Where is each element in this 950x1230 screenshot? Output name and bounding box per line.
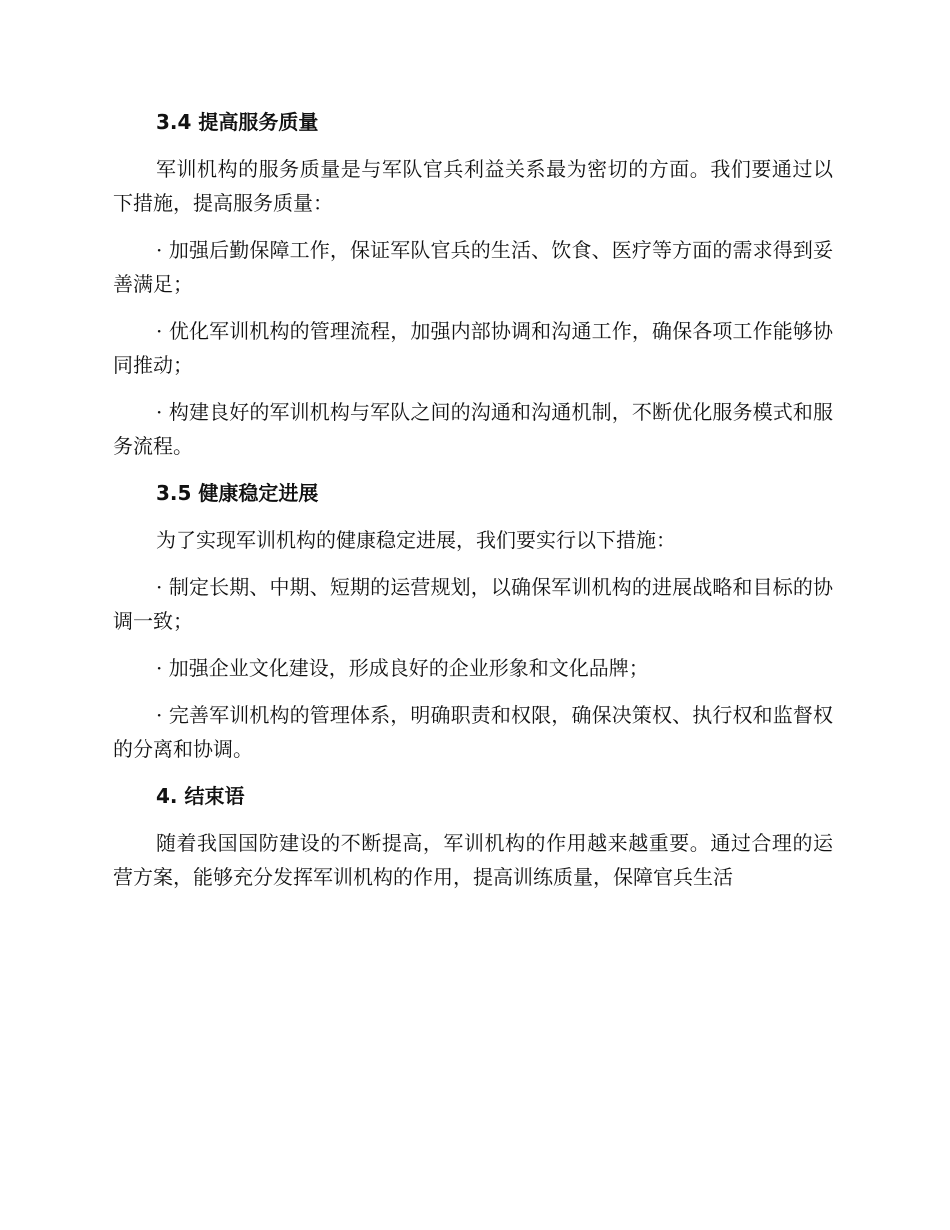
section-3-4-item: · 优化军训机构的管理流程，加强内部协调和沟通工作，确保各项工作能够协同推动； xyxy=(113,319,833,377)
section-3-5-intro: 为了实现军训机构的健康稳定进展，我们要实行以下措施： xyxy=(156,528,676,552)
section-heading-4: 4. 结束语 xyxy=(156,784,245,808)
section-heading-3-4: 3.4 提高服务质量 xyxy=(156,110,319,134)
section-4-body: 随着我国国防建设的不断提高，军训机构的作用越来越重要。通过合理的运营方案，能够充分发挥军训机构的作用，提高训练质量，保障官兵生活 xyxy=(113,831,833,889)
section-3-5-item: · 制定长期、中期、短期的运营规划，以确保军训机构的进展战略和目标的协调一致； xyxy=(113,575,833,633)
section-heading-3-5: 3.5 健康稳定进展 xyxy=(156,481,319,505)
document-body xyxy=(113,105,833,894)
section-3-4-item: · 加强后勤保障工作，保证军队官兵的生活、饮食、医疗等方面的需求得到妥善满足； xyxy=(113,238,833,296)
section-3-4-intro: 军训机构的服务质量是与军队官兵利益关系最为密切的方面。我们要通过以下措施，提高服务质量： xyxy=(113,157,833,215)
section-3-5-item: · 完善军训机构的管理体系，明确职责和权限，确保决策权、执行权和监督权的分离和协调。 xyxy=(113,703,833,761)
section-3-5-item: · 加强企业文化建设，形成良好的企业形象和文化品牌； xyxy=(156,656,649,680)
section-3-4-item: · 构建良好的军训机构与军队之间的沟通和沟通机制，不断优化服务模式和服务流程。 xyxy=(113,400,833,458)
